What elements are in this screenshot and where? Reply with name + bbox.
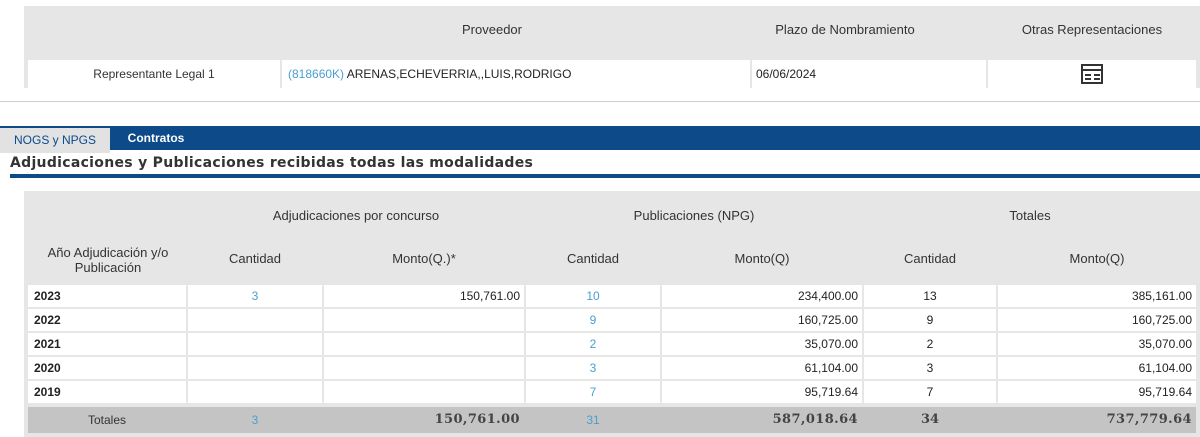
year-header: Año Adjudicación y/o Publicación	[47, 245, 169, 275]
group-header-publicaciones: Publicaciones (NPG)	[633, 208, 755, 223]
pub-cantidad-link[interactable]: 2	[526, 333, 660, 355]
table-list-icon[interactable]	[1081, 64, 1103, 84]
representante-role: Representante Legal 1	[28, 60, 280, 88]
adj-monto-cell	[324, 309, 524, 331]
total-adj-monto: 150,761.00	[434, 412, 520, 427]
pub-monto-cell: 61,104.00	[662, 357, 862, 379]
totals-row	[28, 407, 1196, 433]
subheader-adj-monto: Monto(Q.)*	[392, 251, 456, 266]
pub-cantidad-link[interactable]: 10	[526, 285, 660, 307]
adj-monto-cell: 150,761.00	[324, 285, 524, 307]
tot-monto-cell: 160,725.00	[998, 309, 1196, 331]
tab-bar	[0, 126, 1200, 150]
section-title: Adjudicaciones y Publicaciones recibidas todas las modalidades	[10, 155, 534, 171]
adj-cantidad-link[interactable]	[188, 381, 322, 403]
table-row	[28, 381, 1196, 403]
group-header-totales: Totales	[1009, 208, 1051, 223]
adj-monto-cell	[324, 357, 524, 379]
representantes-header	[24, 6, 1200, 54]
proveedor-code-link[interactable]: (818660K)	[288, 67, 345, 81]
total-monto: 737,779.64	[1106, 412, 1192, 427]
tot-cantidad-cell: 7	[864, 381, 996, 403]
adj-cantidad-link[interactable]	[188, 309, 322, 331]
pub-cantidad-link[interactable]: 3	[526, 357, 660, 379]
group-header-adjudicaciones: Adjudicaciones por concurso	[272, 208, 440, 223]
representante-row	[28, 60, 1196, 88]
table-row	[28, 309, 1196, 331]
pub-monto-cell: 95,719.64	[662, 381, 862, 403]
subheader-adj-cantidad: Cantidad	[228, 251, 282, 266]
year-cell: 2019	[28, 381, 186, 403]
table-row	[28, 357, 1196, 379]
tot-monto-cell: 61,104.00	[998, 357, 1196, 379]
pub-monto-cell: 160,725.00	[662, 309, 862, 331]
pub-cantidad-link[interactable]: 9	[526, 309, 660, 331]
plazo-date: 06/06/2024	[752, 60, 986, 88]
adj-cantidad-link[interactable]: 3	[188, 285, 322, 307]
year-cell: 2021	[28, 333, 186, 355]
table-row	[28, 333, 1196, 355]
tot-monto-cell: 385,161.00	[998, 285, 1196, 307]
adj-monto-cell	[324, 381, 524, 403]
stats-header	[24, 191, 1200, 285]
tot-monto-cell: 95,719.64	[998, 381, 1196, 403]
adj-cantidad-link[interactable]	[188, 357, 322, 379]
total-adj-cantidad-link[interactable]: 3	[251, 413, 259, 427]
tab-nogs-npgs[interactable]: NOGS y NPGS	[0, 126, 110, 150]
subheader-tot-monto: Monto(Q)	[1069, 251, 1125, 266]
tot-cantidad-cell: 3	[864, 357, 996, 379]
otras-representaciones-cell	[988, 60, 1196, 88]
year-cell: 2022	[28, 309, 186, 331]
header-otras-representaciones: Otras Representaciones	[1021, 22, 1163, 37]
total-pub-cantidad-link[interactable]: 31	[586, 413, 600, 427]
pub-cantidad-link[interactable]: 7	[526, 381, 660, 403]
subheader-tot-cantidad: Cantidad	[903, 251, 957, 266]
subheader-pub-cantidad: Cantidad	[566, 251, 620, 266]
year-cell: 2023	[28, 285, 186, 307]
tot-cantidad-cell: 13	[864, 285, 996, 307]
representantes-table	[24, 6, 1200, 88]
proveedor-name: ARENAS,ECHEVERRIA,,LUIS,RODRIGO	[344, 67, 572, 81]
tab-contratos[interactable]: Contratos	[127, 131, 185, 145]
tot-cantidad-cell: 2	[864, 333, 996, 355]
divider	[0, 101, 1200, 102]
tot-monto-cell: 35,070.00	[998, 333, 1196, 355]
adjudicaciones-table	[24, 191, 1200, 437]
year-cell: 2020	[28, 357, 186, 379]
total-cantidad: 34	[920, 412, 940, 427]
section-underline	[10, 174, 1200, 178]
pub-monto-cell: 234,400.00	[662, 285, 862, 307]
header-proveedor: Proveedor	[462, 22, 522, 37]
subheader-pub-monto: Monto(Q)	[734, 251, 790, 266]
pub-monto-cell: 35,070.00	[662, 333, 862, 355]
adj-cantidad-link[interactable]	[188, 333, 322, 355]
header-plazo: Plazo de Nombramiento	[775, 22, 915, 37]
total-pub-monto: 587,018.64	[772, 412, 858, 427]
adj-monto-cell	[324, 333, 524, 355]
tot-cantidad-cell: 9	[864, 309, 996, 331]
table-row	[28, 285, 1196, 307]
totals-label: Totales	[87, 413, 127, 427]
proveedor-cell	[282, 60, 750, 88]
